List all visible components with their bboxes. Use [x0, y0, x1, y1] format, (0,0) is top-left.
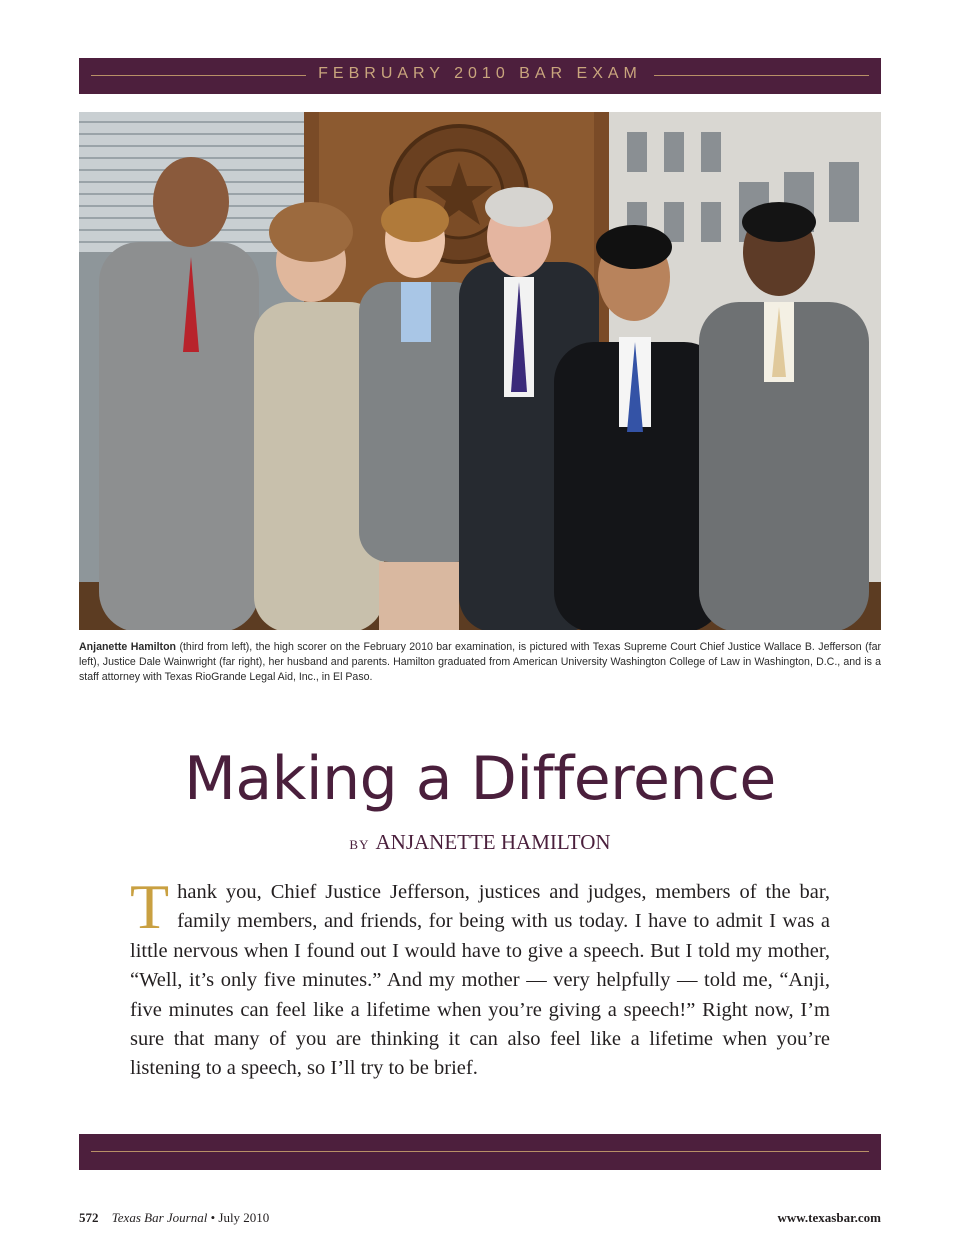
photo-caption	[79, 640, 881, 685]
byline	[0, 830, 960, 855]
group-photo	[79, 112, 881, 630]
article-body	[130, 871, 830, 1084]
section-banner	[79, 58, 881, 94]
drop-cap: T	[130, 871, 170, 942]
journal-name: Texas Bar Journal	[111, 1210, 208, 1225]
byline-prefix: BY	[349, 837, 370, 852]
section-banner-title: FEBRUARY 2010 BAR EXAM	[306, 65, 654, 82]
bottom-band-rule	[91, 1151, 869, 1152]
caption-text: (third from left), the high scorer on the February 2010 bar examination, is pictured with Texas Supreme Court Chief Justice Wallace B. Jefferson (far left), Justice Dale Wainwright (far right), her husband and parents. Hamilton graduated from American University Washington College of Law in Washington, D.C., and is a staff attorney with Texas RioGrande Legal Aid, Inc., in El Paso.	[79, 641, 881, 683]
article-body-text: hank you, Chief Justice Jefferson, justices and judges, members of the bar, family members, and friends, for being with us today. I have to admit I was a little nervous when I found out I would have to give a speech. But I told my mother, “Well, it’s only five minutes.” And my mother — very helpfully — told me, “Anji, five minutes can feel like a lifetime when you’re giving a speech!” Right now, I’m sure that many of you are thinking it can also feel like a lifetime when you’re listening to a speech, so I’ll try to be brief.	[130, 881, 830, 1080]
footer-url[interactable]: www.texasbar.com	[777, 1210, 881, 1225]
caption-name: Anjanette Hamilton	[79, 641, 177, 653]
byline-author: ANJANETTE HAMILTON	[375, 830, 611, 854]
page-number: 572	[79, 1210, 99, 1225]
article-title: Making a Difference	[184, 744, 776, 814]
issue-date: July 2010	[218, 1210, 270, 1225]
bottom-band	[79, 1134, 881, 1170]
footer-separator: •	[210, 1210, 216, 1225]
page-footer	[79, 1210, 881, 1226]
